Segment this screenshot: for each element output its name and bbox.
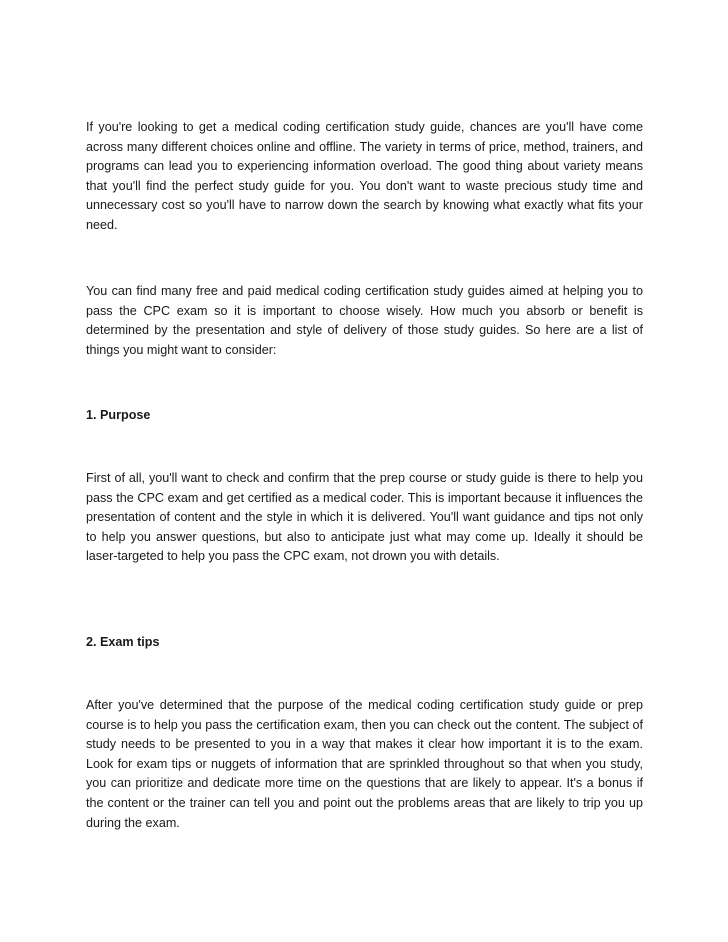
exam-tips-paragraph: After you've determined that the purpose of the medical coding certification study guide or prep course is to help you pass the certification exam, then you can check out the content. The subject of study needs to be presented to you in a way that makes it clear how important it is to the exam. Look for exam tips or nuggets of information that are sprinkled throughout so that when you study, you can prioritize and dedicate more time on the questions that are likely to appear. It's a bonus if the content or the trainer can tell you and point out the problems areas that are likely to trip you up during the exam. (86, 698, 643, 830)
intro-paragraph: If you're looking to get a medical coding certification study guide, chances are you'll have come across many different choices online and offline. The variety in terms of price, method, trainers, and programs can lead you to experiencing information overload. The good thing about variety means that you'll find the perfect study guide for you. You don't want to waste precious study time and unnecessary cost so you'll have to narrow down the search by knowing what exactly what fits your need. (86, 120, 643, 232)
choose-paragraph: You can find many free and paid medical coding certification study guides aimed at helping you to pass the CPC exam so it is important to choose wisely. How much you absorb or benefit is determined by the presentation and style of delivery of those study guides. So here are a list of things you might want to consider: (86, 284, 643, 357)
purpose-paragraph: First of all, you'll want to check and confirm that the prep course or study guide is there to help you pass the CPC exam and get certified as a medical coder. This is important because it influences the presentation of content and the style in which it is delivered. You'll want guidance and tips not only to help you answer questions, but also to anticipate just what may come up. Ideally it should be laser-targeted to help you pass the CPC exam, not drown you with details. (86, 471, 643, 564)
purpose-heading: 1. Purpose (86, 408, 151, 422)
exam-tips-heading: 2. Exam tips (86, 635, 160, 649)
